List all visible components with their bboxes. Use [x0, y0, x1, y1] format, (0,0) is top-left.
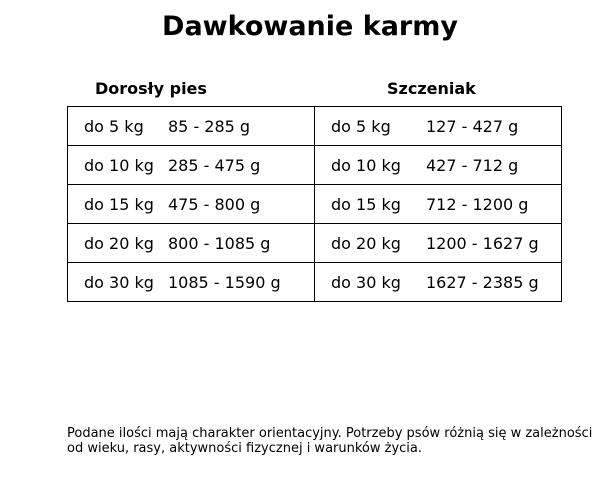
puppy-weight: do 30 kg [331, 272, 401, 292]
dosing-table [67, 106, 562, 302]
footer-note [67, 426, 616, 456]
puppy-cell [315, 146, 562, 185]
adult-weight: do 20 kg [84, 233, 154, 253]
adult-amount: 1085 - 1590 g [168, 272, 281, 292]
puppy-weight: do 20 kg [331, 233, 401, 253]
adult-cell [68, 107, 315, 146]
adult-weight: do 10 kg [84, 155, 154, 175]
puppy-weight: do 5 kg [331, 116, 391, 136]
adult-amount: 475 - 800 g [168, 194, 261, 214]
puppy-cell [315, 107, 562, 146]
puppy-cell [315, 263, 562, 302]
footer-line-1: Podane ilości mają charakter orientacyjny. Potrzeby psów różnią się w zależności [67, 426, 593, 441]
adult-amount: 800 - 1085 g [168, 233, 271, 253]
table-row [68, 224, 562, 263]
puppy-weight: do 15 kg [331, 194, 401, 214]
puppy-amount: 127 - 427 g [426, 116, 519, 136]
puppy-amount: 712 - 1200 g [426, 194, 529, 214]
table-row [68, 107, 562, 146]
puppy-cell [315, 185, 562, 224]
footer-line-2: od wieku, rasy, aktywności fizycznej i warunków życia. [67, 441, 423, 456]
adult-cell [68, 224, 315, 263]
page-title: Dawkowanie karmy [162, 11, 458, 42]
table-row [68, 146, 562, 185]
adult-amount: 285 - 475 g [168, 155, 261, 175]
adult-cell [68, 185, 315, 224]
table-row [68, 263, 562, 302]
column-header-puppy: Szczeniak [387, 79, 476, 98]
puppy-amount: 1627 - 2385 g [426, 272, 539, 292]
puppy-amount: 427 - 712 g [426, 155, 519, 175]
adult-amount: 85 - 285 g [168, 116, 251, 136]
column-header-adult: Dorosły pies [95, 79, 207, 98]
adult-cell [68, 263, 315, 302]
adult-weight: do 15 kg [84, 194, 154, 214]
adult-weight: do 5 kg [84, 116, 144, 136]
adult-weight: do 30 kg [84, 272, 154, 292]
table-row [68, 185, 562, 224]
puppy-amount: 1200 - 1627 g [426, 233, 539, 253]
puppy-weight: do 10 kg [331, 155, 401, 175]
adult-cell [68, 146, 315, 185]
puppy-cell [315, 224, 562, 263]
